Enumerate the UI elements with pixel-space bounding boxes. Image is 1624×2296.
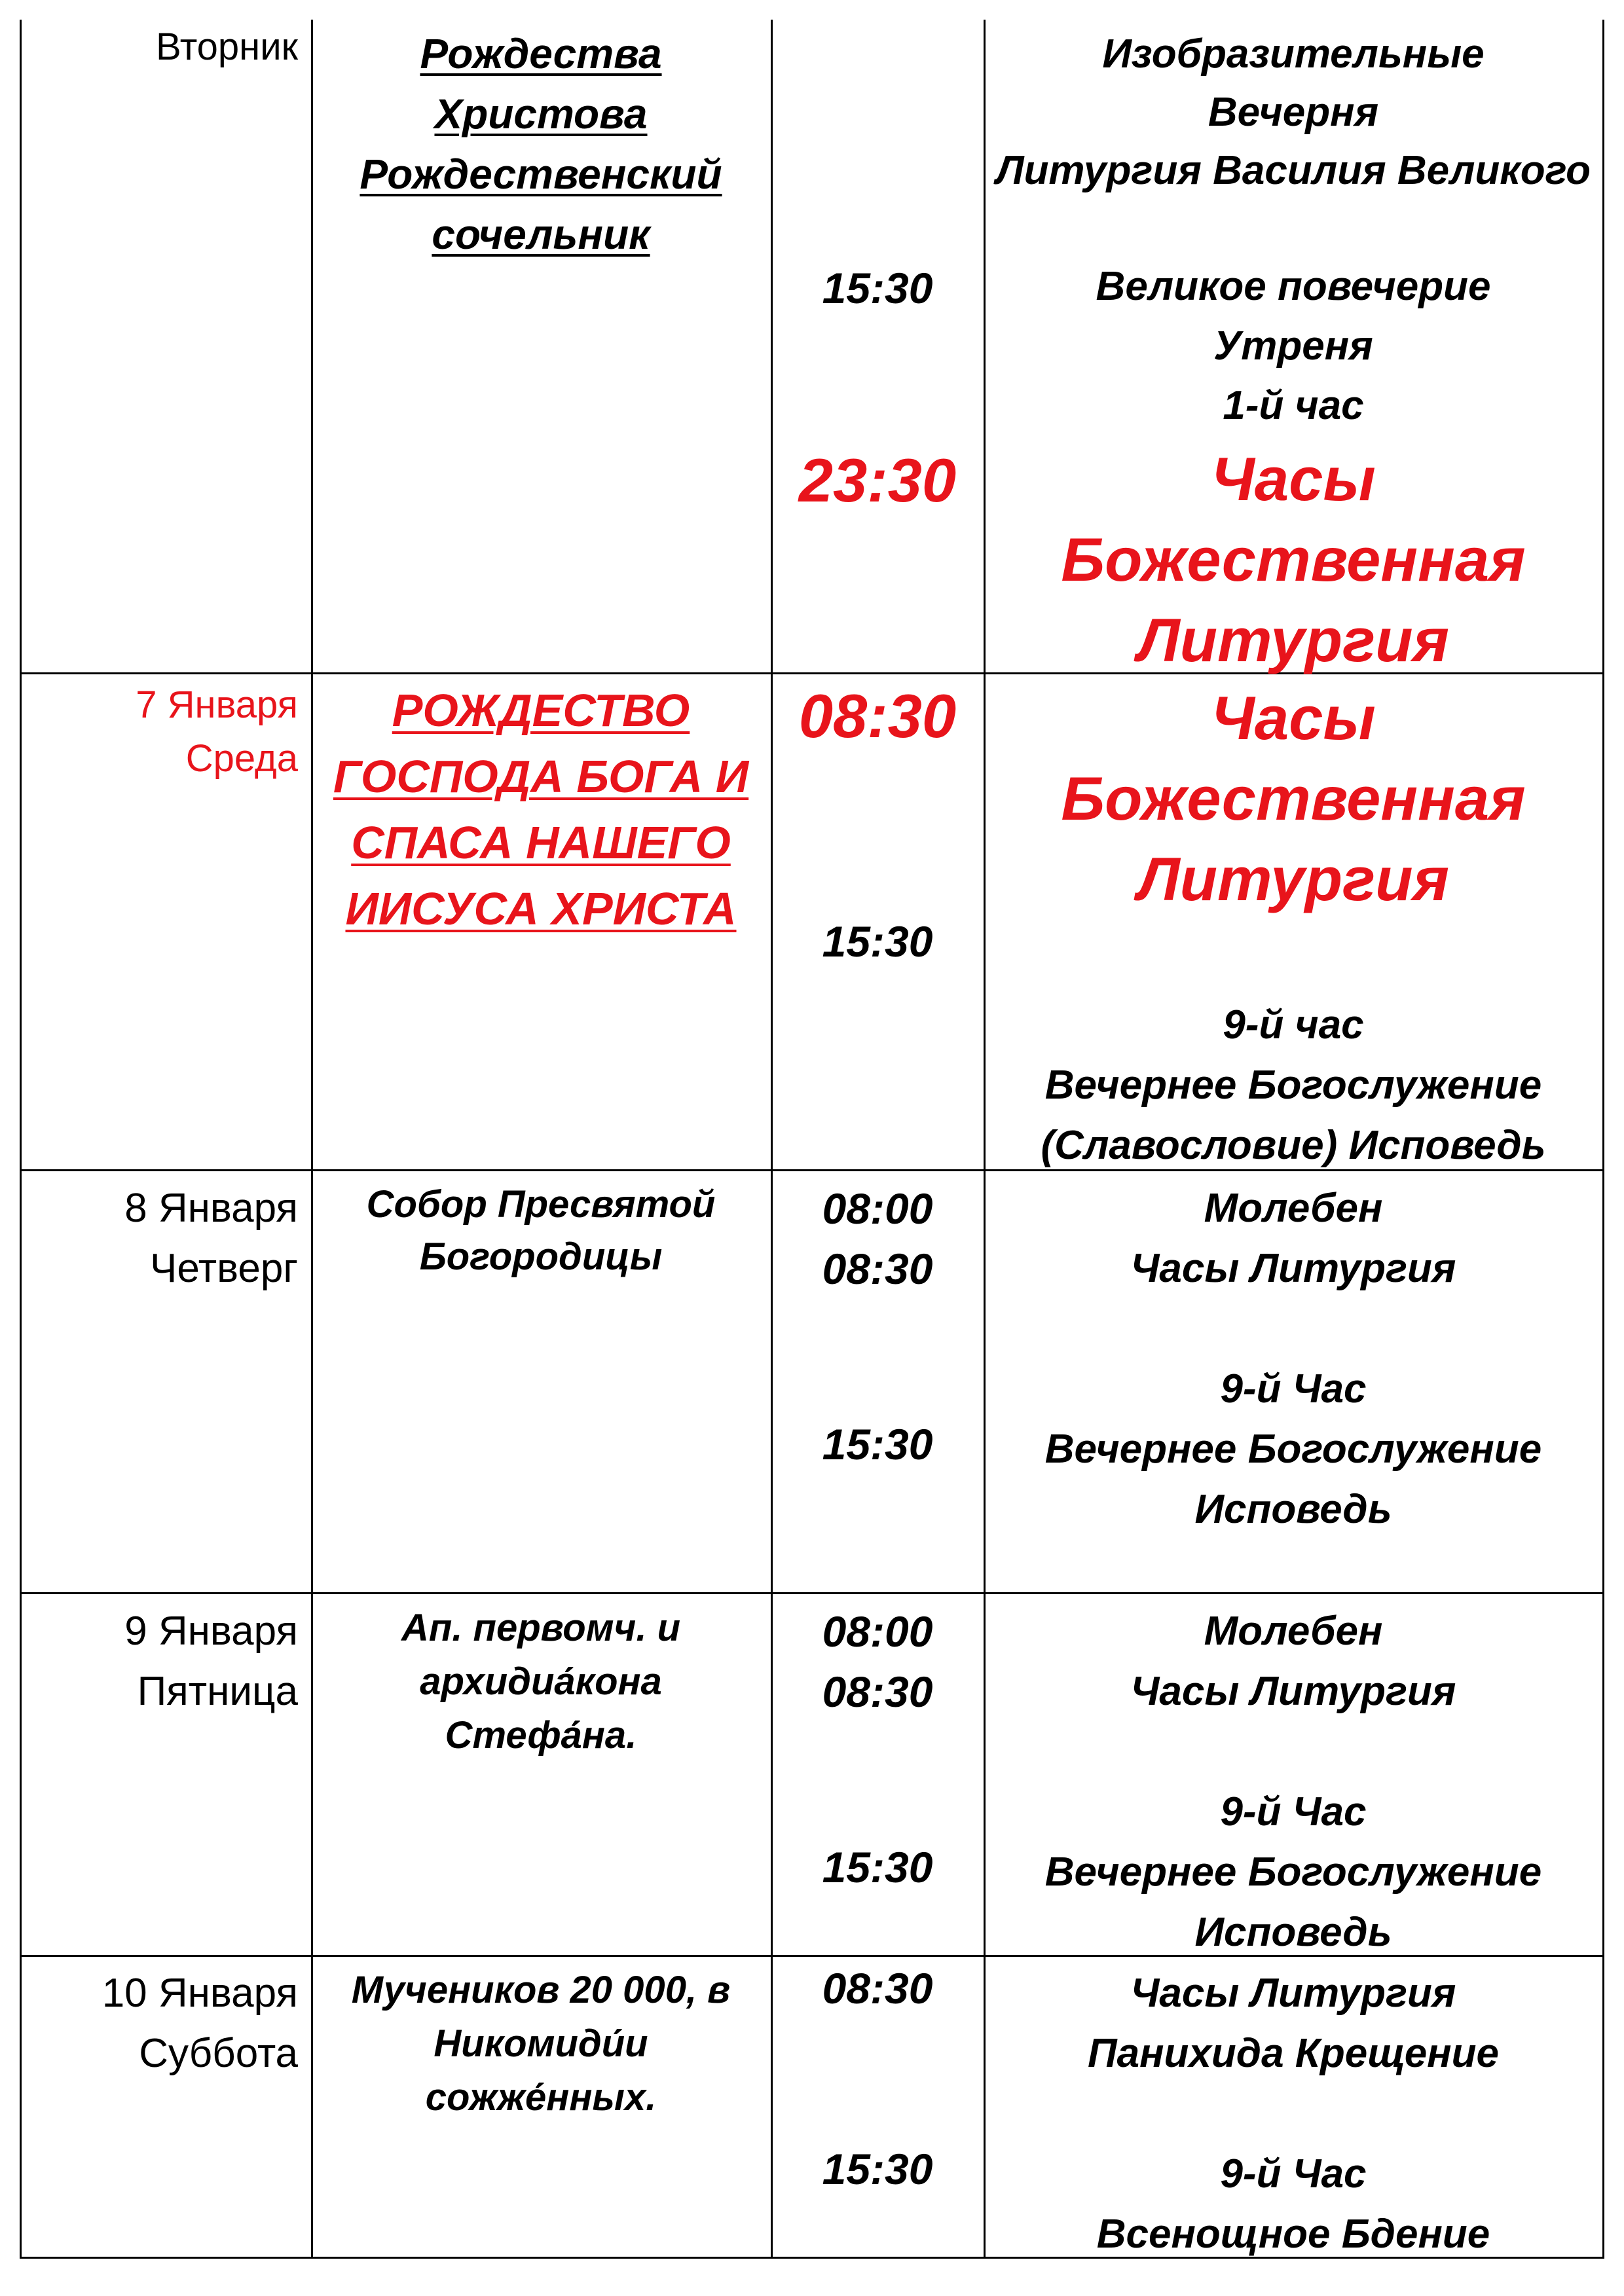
service-item: Божественная [1061,525,1526,594]
feast-line: Ап. первомч. и [401,1607,681,1649]
day-label [156,25,298,69]
service-item: Исповедь [1194,1487,1392,1532]
service-time: 15:30 [822,917,933,966]
service-item: Панихида Крещение [1088,2031,1499,2076]
service-item: Молебен [1204,1186,1383,1231]
weekday: Пятница [137,1669,298,1714]
weekday: Среда [185,737,298,780]
service-list [986,1601,1601,1722]
service-item: Часы Литургия [1130,1669,1456,1714]
service-time: 08:30 [822,1245,933,1293]
date: 9 Января [124,1609,298,1654]
service-item: Утреня [1213,323,1373,369]
feast-line: сочельник [432,211,650,258]
day-label [136,678,298,786]
column-divider [311,20,313,2259]
feast-title [313,1178,769,1283]
service-item: Вечернее Богослужение [1044,1427,1542,1472]
service-item: Исповедь [1194,1910,1392,1955]
column-divider [1602,20,1604,2259]
feast-line: Никомиди́и [434,2022,648,2065]
service-list [986,678,1601,919]
feast-line: Богородицы [419,1235,663,1278]
service-item: 9-й Час [1220,1789,1367,1834]
service-list [986,1782,1601,1963]
service-item: Божественная [1061,764,1526,833]
feast-line: ГОСПОДА БОГА И [333,751,749,802]
service-list [986,257,1601,435]
service-item: 9-й Час [1220,1366,1367,1412]
service-item: Вечерня [1208,90,1379,135]
feast-title [313,1963,769,2124]
row-divider [20,1592,1604,1594]
service-item: 9-й час [1223,1002,1364,1048]
service-item: Всенощное Бдение [1096,2212,1490,2257]
feast-line: Рождества [420,30,662,77]
feast-line: Христова [434,90,648,137]
service-item: Молебен [1204,1609,1383,1654]
service-item: Вечернее Богослужение [1044,1850,1542,1895]
service-time: 15:30 [822,2145,933,2193]
feast-line: Рождественский [360,151,722,198]
feast-line: Мучеников 20 000, в [351,1969,731,2011]
service-item: Часы [1211,445,1376,513]
feast-line: Собор Пресвятой [366,1183,716,1226]
day-label [124,1178,298,1299]
feast-line: СПАСА НАШЕГО [351,817,731,868]
service-list [986,2144,1601,2265]
service-item: 9-й Час [1220,2151,1367,2196]
weekday: Суббота [139,2031,298,2076]
service-item: Часы Литургия [1130,1971,1456,2016]
feast-line: РОЖДЕСТВО [392,685,690,736]
service-list [986,25,1601,200]
service-item: (Славословие) Исповедь [1041,1123,1546,1168]
service-list [986,439,1601,680]
feast-line: архидиа́кона [420,1660,662,1703]
service-item: Часы Литургия [1130,1246,1456,1291]
weekday: Четверг [150,1246,298,1291]
service-list [986,995,1601,1176]
service-item: Литургия [1137,845,1449,913]
service-time: 23:30 [798,446,957,515]
day-label [102,1963,298,2084]
service-item: Литургия [1137,606,1449,674]
column-divider [20,20,22,2259]
date: 10 Января [101,1971,298,2016]
service-list [986,1359,1601,1540]
service-time: 08:00 [822,1184,933,1233]
service-time: 08:00 [822,1607,933,1656]
service-time: 15:30 [822,1843,933,1891]
service-time: 15:30 [822,1420,933,1468]
feast-line: ИИСУСА ХРИСТА [345,883,737,934]
service-list [986,1178,1601,1299]
feast-line: Стефа́на. [445,1714,637,1757]
service-item: Изобразительные [1102,31,1485,77]
service-time: 08:30 [798,682,957,750]
service-item: 1-й час [1223,383,1364,428]
service-time: 08:30 [822,1667,933,1716]
service-list [986,1963,1601,2084]
day-label [124,1601,298,1722]
service-item: Вечернее Богослужение [1044,1063,1542,1108]
service-time: 15:30 [822,264,933,312]
weekday: Вторник [156,26,298,68]
service-item: Литургия Василия Великого [995,148,1591,193]
date: 8 Января [124,1186,298,1231]
service-times [773,1601,982,1722]
service-item: Часы [1211,683,1376,752]
date: 7 Января [136,683,298,726]
service-times [773,1178,982,1299]
column-divider [771,20,773,2259]
feast-title [313,1601,769,1762]
feast-title [313,678,769,942]
feast-line: сожже́нных. [425,2076,657,2119]
service-time: 08:30 [822,1964,933,2013]
feast-title [313,24,769,264]
service-item: Великое повечерие [1096,264,1491,309]
